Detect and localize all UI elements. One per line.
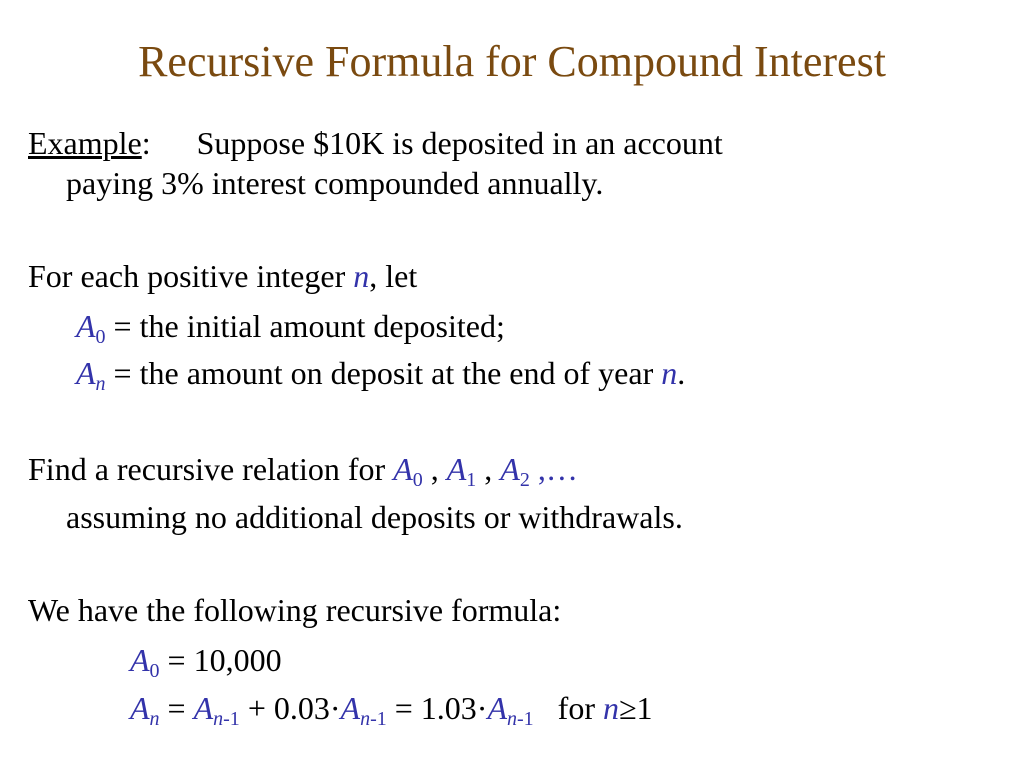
var-a: A (76, 355, 96, 391)
sub-minus-1: -1 (223, 708, 240, 730)
sub-n: n (95, 373, 106, 395)
example-line-2: paying 3% interest compounded annually. (66, 165, 604, 201)
definition-a0-text: = the initial amount deposited; (105, 308, 505, 344)
slide-title: Recursive Formula for Compound Interest (138, 37, 886, 86)
ellipsis: ,… (529, 451, 578, 487)
var-n: n (661, 355, 678, 391)
for-text: for (533, 690, 603, 726)
sub-1: 1 (466, 469, 477, 491)
sub-minus-1: -1 (516, 708, 534, 730)
sub-0: 0 (412, 469, 423, 491)
sub-2: 2 (519, 469, 530, 491)
definition-an (76, 353, 685, 393)
equals-term: = 1.03· (386, 690, 488, 726)
equals: = (159, 690, 194, 726)
task-line-2: assuming no additional deposits or withdrawals. (66, 499, 683, 535)
example-line-1 (28, 123, 723, 163)
sub-0: 0 (95, 326, 106, 348)
sub-0: 0 (149, 660, 160, 682)
var-a: A (393, 451, 413, 487)
var-a: A (487, 690, 507, 726)
definition-intro-text: For each positive integer (28, 258, 354, 294)
var-a: A (340, 690, 361, 726)
task-text: Find a recursive relation for (28, 451, 394, 487)
var-a: A (130, 642, 150, 678)
example-text-1: Suppose $10K is deposited in an account (196, 125, 723, 161)
var-a: A (130, 690, 150, 726)
definition-an-text: = the amount on deposit at the end of year (105, 355, 662, 391)
comma: , (422, 451, 447, 487)
condition: ≥1 (618, 690, 653, 726)
definition-a0 (76, 306, 505, 346)
var-a: A (193, 690, 214, 726)
comma: , (476, 451, 501, 487)
sub-n: n (213, 708, 224, 730)
example-colon: : (141, 125, 151, 161)
sub-n: n (149, 708, 160, 730)
var-n: n (602, 690, 619, 726)
var-a: A (500, 451, 520, 487)
var-a: A (446, 451, 467, 487)
var-a: A (76, 308, 96, 344)
var-n: n (353, 258, 370, 294)
sub-n: n (506, 708, 517, 730)
sub-minus-1: -1 (370, 708, 387, 730)
period: . (677, 355, 686, 391)
definition-intro (28, 256, 417, 296)
plus-term: + 0.03· (239, 690, 341, 726)
formula-intro: We have the following recursive formula: (28, 592, 562, 628)
example-label: Example (28, 125, 142, 161)
sub-n: n (360, 708, 371, 730)
formula-line-2 (130, 688, 653, 728)
formula-line-1 (130, 640, 282, 680)
formula-value: = 10,000 (159, 642, 282, 678)
definition-intro-suffix: , let (369, 258, 418, 294)
task-line-1 (28, 449, 578, 489)
